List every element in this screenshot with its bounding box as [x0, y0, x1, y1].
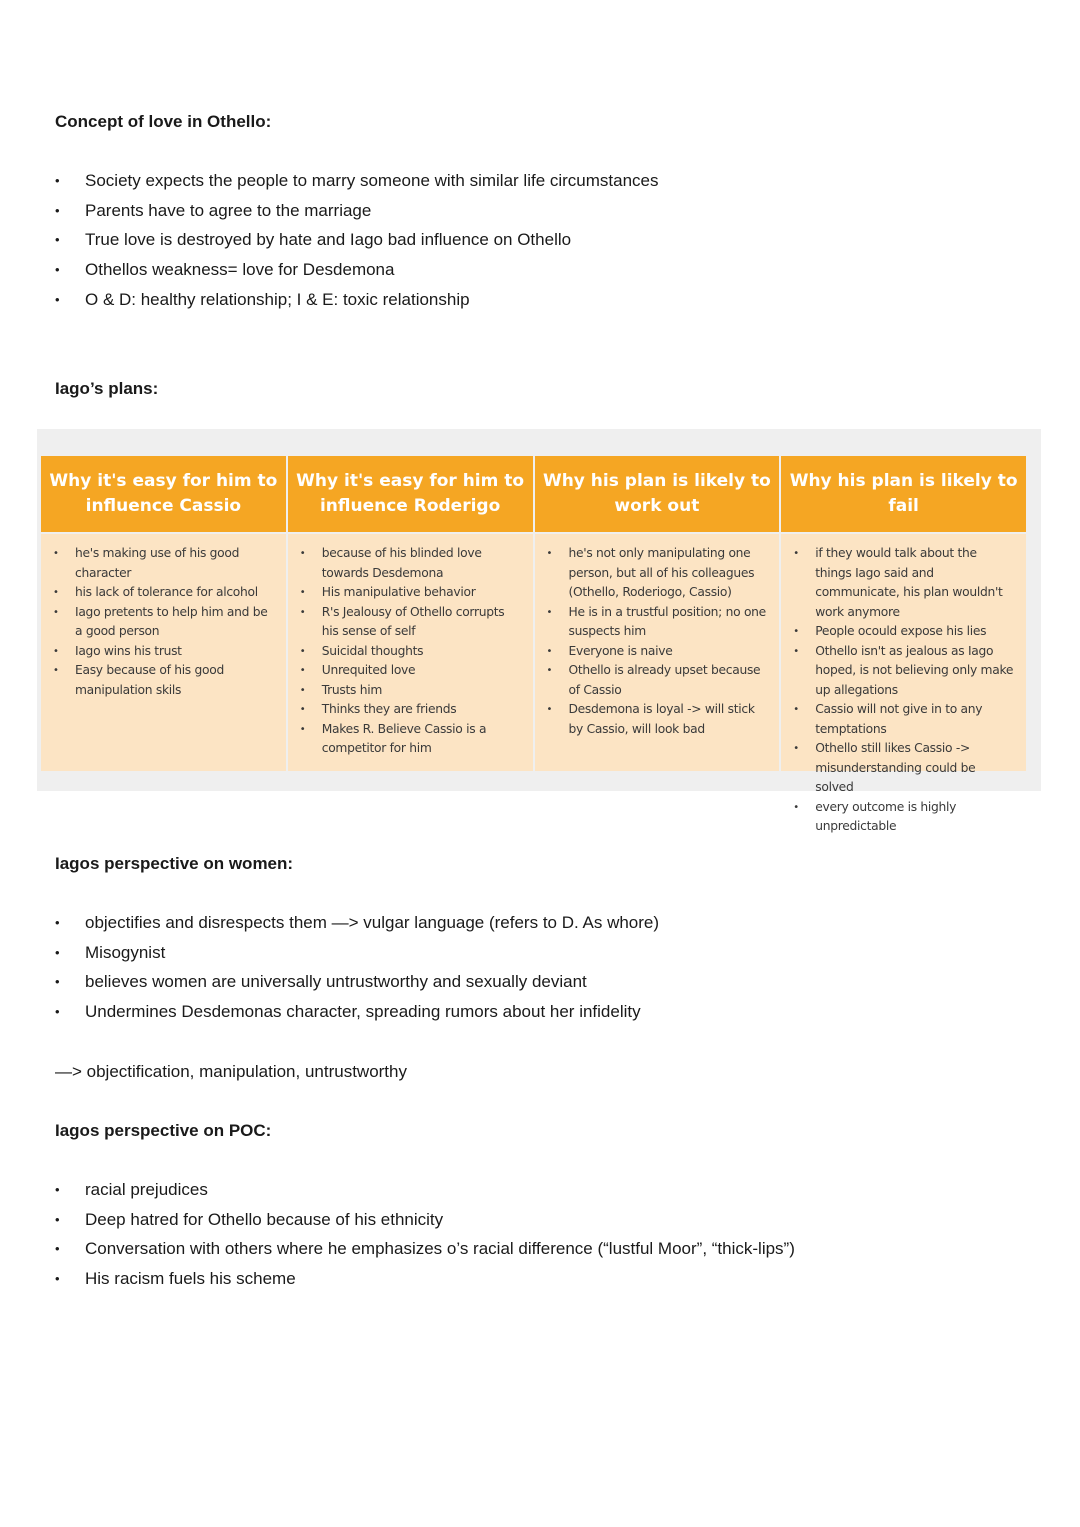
list-item: • Parents have to agree to the marriage [55, 201, 1035, 231]
list-item: • Deep hatred for Othello because of his ethnicity [55, 1210, 1035, 1240]
list-item: • his lack of tolerance for alcohol [51, 583, 276, 603]
love-heading: Concept of love in Othello: [55, 112, 272, 131]
list-item: • Suicidal thoughts [298, 642, 523, 662]
list-item: • he's not only manipulating one person, but all of his colleagues (Othello, Roderiogo, Cassio) [545, 544, 770, 603]
list-item: • Everyone is naive [545, 642, 770, 662]
list-item: • believes women are universally untrustworthy and sexually deviant [55, 972, 1035, 1002]
poc-list [55, 1180, 1035, 1299]
poc-heading: Iagos perspective on POC: [55, 1121, 272, 1140]
list-item: • Misogynist [55, 943, 1035, 973]
column-header-fail: Why his plan is likely to fail [781, 456, 1026, 532]
list-item: • He is in a trustful position; no one suspects him [545, 603, 770, 642]
list-item: • True love is destroyed by hate and Iago bad influence on Othello [55, 230, 1035, 260]
cell-fail [781, 534, 1026, 833]
list-item: • racial prejudices [55, 1180, 1035, 1210]
women-list [55, 913, 1035, 1032]
list-item: • Makes R. Believe Cassio is a competitor for him [298, 720, 523, 759]
list-item: • R's Jealousy of Othello corrupts his sense of self [298, 603, 523, 642]
cell-roderigo [288, 534, 533, 771]
love-list [55, 171, 1035, 319]
list-item: • Thinks they are friends [298, 700, 523, 720]
list-item: • Othello still likes Cassio -> misunderstanding could be solved [791, 739, 1016, 798]
list-item: • Cassio will not give in to any temptations [791, 700, 1016, 739]
women-summary: —> objectification, manipulation, untrustworthy [55, 1062, 407, 1081]
list-item: • Undermines Desdemonas character, spreading rumors about her infidelity [55, 1002, 1035, 1032]
plans-table [37, 429, 1041, 833]
list-item: • Othello is already upset because of Cassio [545, 661, 770, 700]
list-item: • Conversation with others where he emphasizes o’s racial difference (“lustful Moor”, “thick-lips”) [55, 1239, 1035, 1269]
list-item: • every outcome is highly unpredictable [791, 798, 1016, 837]
list-item: • Iago pretents to help him and be a good person [51, 603, 276, 642]
column-header-cassio: Why it's easy for him to influence Cassio [41, 456, 286, 532]
list-item: • Othellos weakness= love for Desdemona [55, 260, 1035, 290]
list-item: • Trusts him [298, 681, 523, 701]
women-heading: Iagos perspective on women: [55, 854, 294, 873]
cell-cassio [41, 534, 286, 771]
list-item: • O & D: healthy relationship; I & E: toxic relationship [55, 290, 1035, 320]
list-item: • His racism fuels his scheme [55, 1269, 1035, 1299]
cell-work-out [535, 534, 780, 771]
list-item: • because of his blinded love towards Desdemona [298, 544, 523, 583]
list-item: • Iago wins his trust [51, 642, 276, 662]
column-header-work-out: Why his plan is likely to work out [535, 456, 780, 532]
plans-heading: Iago’s plans: [55, 379, 159, 398]
column-header-roderigo: Why it's easy for him to influence Roderigo [288, 456, 533, 532]
list-item: • Unrequited love [298, 661, 523, 681]
list-item: • he's making use of his good character [51, 544, 276, 583]
list-item: • Desdemona is loyal -> will stick by Cassio, will look bad [545, 700, 770, 739]
list-item: • Othello isn't as jealous as Iago hoped, is not believing only make up allegations [791, 642, 1016, 701]
list-item: • Society expects the people to marry someone with similar life circumstances [55, 171, 1035, 201]
list-item: • His manipulative behavior [298, 583, 523, 603]
list-item: • objectifies and disrespects them —> vulgar language (refers to D. As whore) [55, 913, 1035, 943]
list-item: • if they would talk about the things Iago said and communicate, his plan wouldn't work anymore [791, 544, 1016, 622]
list-item: • Easy because of his good manipulation skils [51, 661, 276, 700]
list-item: • People ocould expose his lies [791, 622, 1016, 642]
